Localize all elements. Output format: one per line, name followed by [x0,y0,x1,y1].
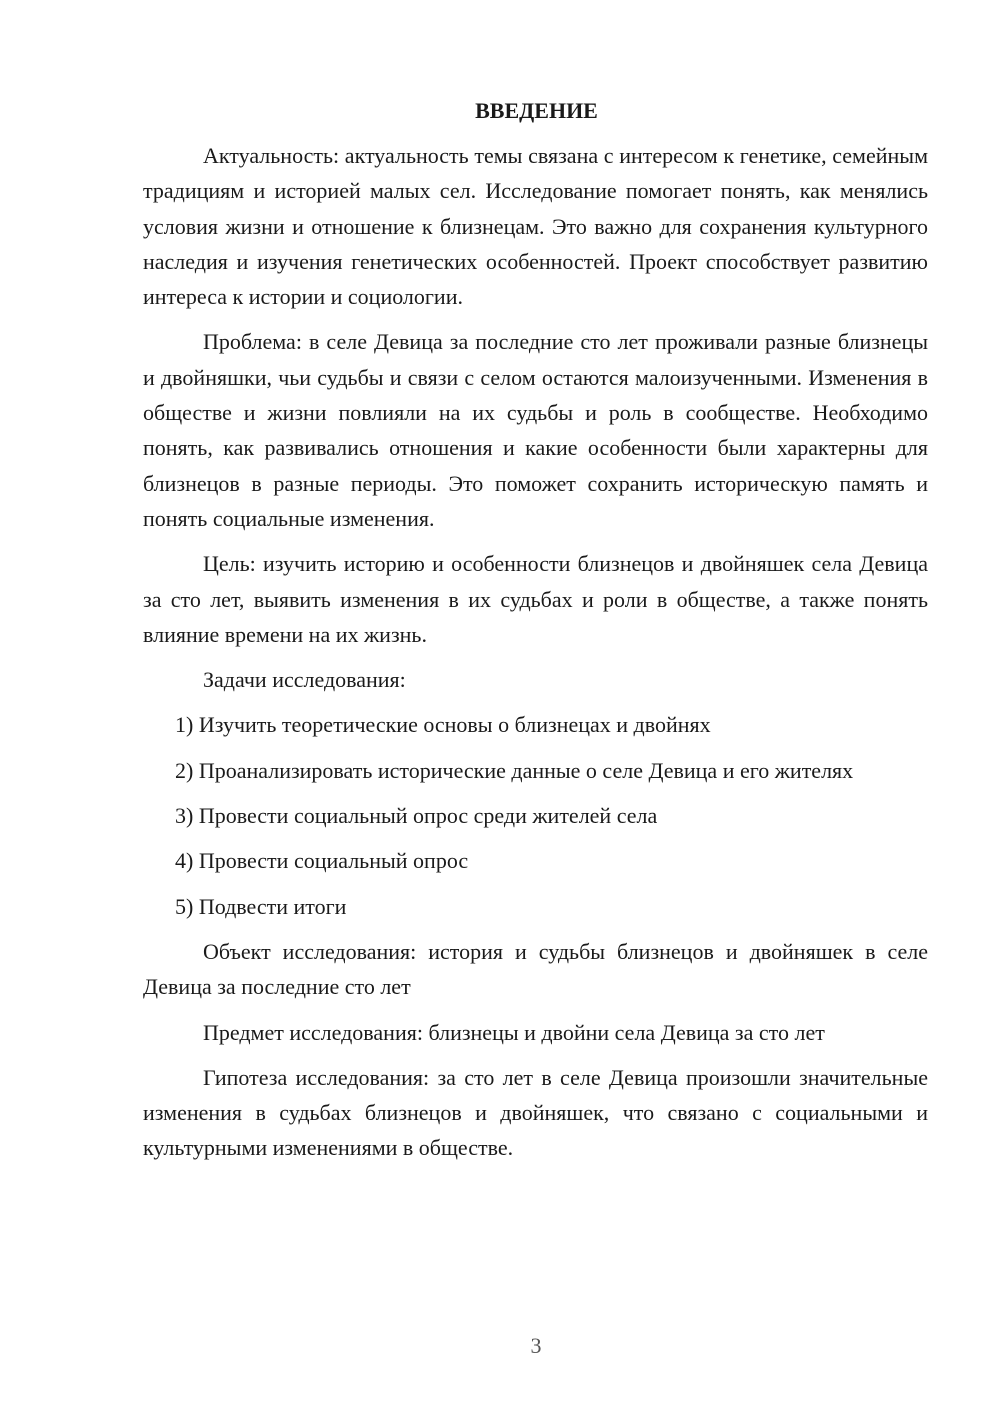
task-item: 4) Провести социальный опрос [175,848,469,874]
subject-paragraph: Предмет исследования: близнецы и двойни села Девица за сто лет [203,1019,825,1045]
object-paragraph: Объект исследования: история и судьбы близнецов и двойняшек в селе Девица за последние сто лет [143,938,928,1000]
task-item: 2) Проанализировать исторические данные о селе Девица и его жителях [175,757,854,783]
problem-paragraph: Проблема: в селе Девица за последние сто лет проживали разные близнецы и двойняшки, чьи судьбы и связи с селом остаются малоизученными. Изменения в обществе и жизни повлияли на их судьбы и роль в сообществе. Необходимо понять, как развивались отношения и какие особенности были характерны для близнецов в разные периоды. Это поможет сохранить историческую память и понять социальные изменения. [143,329,928,531]
goal-paragraph: Цель: изучить историю и особенности близнецов и двойняшек села Девица за сто лет, выявить изменения в их судьбах и роли в обществе, а также понять влияние времени на их жизнь. [143,551,928,647]
task-item: 1) Изучить теоретические основы о близнецах и двойнях [175,712,711,738]
hypothesis-paragraph: Гипотеза исследования: за сто лет в селе Девица произошли значительные изменения в судьбах близнецов и двойняшек, что связано с социальными и культурными изменениями в обществе. [143,1064,928,1161]
section-title: ВВЕДЕНИЕ [475,98,598,123]
page-number: 3 [530,1333,542,1358]
relevance-paragraph: Актуальность: актуальность темы связана с интересом к генетике, семейным традициям и историей малых сел. Исследование помогает понять, как менялись условия жизни и отношение к близнецам. Это важно для сохранения культурного наследия и изучения генетических особенностей. Проект способствует развитию интереса к истории и социологии. [143,143,928,310]
task-item: 5) Подвести итоги [175,893,347,919]
page-content [143,93,928,1176]
task-item: 3) Провести социальный опрос среди жителей села [175,803,658,829]
tasks-heading: Задачи исследования: [203,667,406,693]
